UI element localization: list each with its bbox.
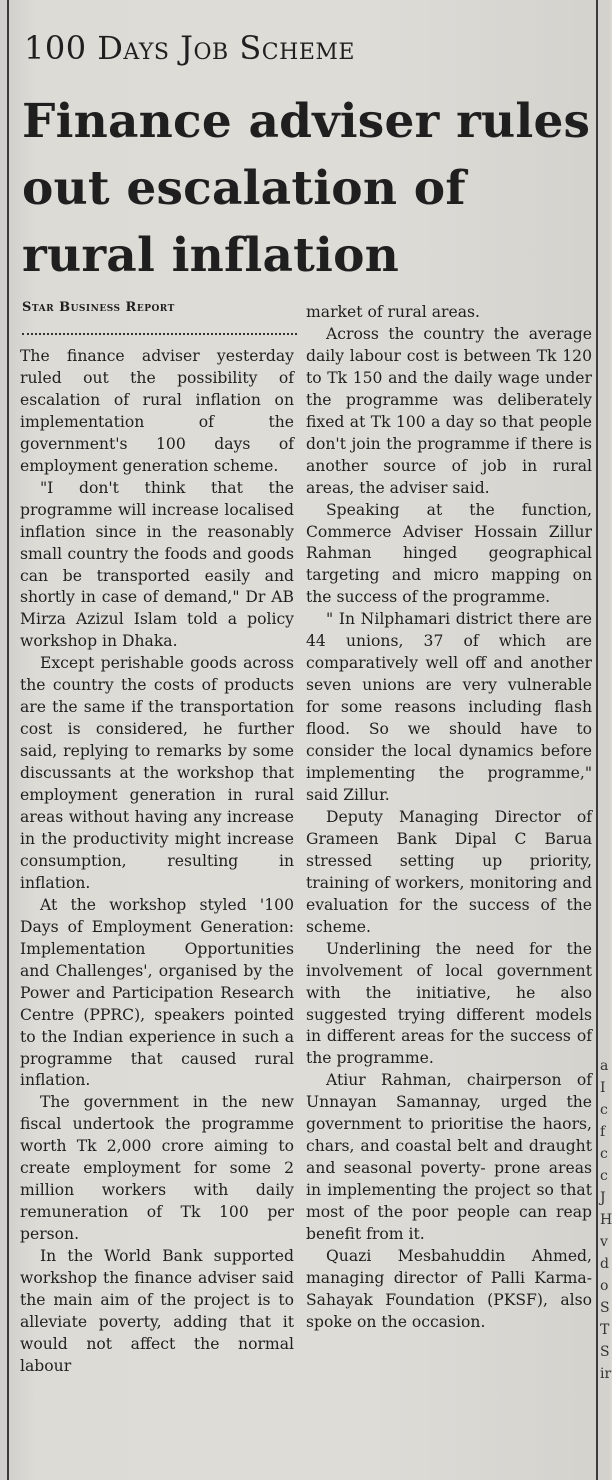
paragraph: Speaking at the function, Commerce Adviser Hossain Zillur Rahman hinged geographical targeting and micro mapping on the success of the programme. [306,500,592,607]
paragraph: The government in the new fiscal undertook the programme worth Tk 2,000 crore aiming to create employment for some 2 million workers with daily remuneration of Tk 100 per person. [20,1093,294,1244]
kicker: 100 Days Job Scheme [24,29,355,67]
column-rule-left [7,0,9,1480]
column-rule-right [596,0,598,1480]
paragraph: Atiur Rahman, chairperson of Unnayan Samannay, urged the government to prioritise the haors, chars, and coastal belt and draught and seasonal poverty- prone areas in implementing the project so that most of the poor people can reap benefit from it. [306,1071,592,1244]
paragraph: At the workshop styled '100 Days of Employment Generation: Implementation Opportunities and Challenges', organised by the Power and Participation Research Centre (PPRC), speakers pointed to the Indian experience in such a programme that caused rural inflation. [20,895,294,1090]
byline: Star Business Report [22,300,175,315]
paragraph: Deputy Managing Director of Grameen Bank Dipal C Barua stressed setting up priority, training of workers, monitoring and evaluation for the success of the scheme. [306,807,592,936]
paragraph: Quazi Mesbahuddin Ahmed, managing director of Palli Karma-Sahayak Foundation (PKSF), also spoke on the occasion. [306,1246,592,1331]
paragraph: Across the country the average daily labour cost is between Tk 120 to Tk 150 and the daily wage under the programme was deliberately fixed at Tk 100 a day so that people don't join the programme if there is another source of job in rural areas, the adviser said. [306,324,592,497]
headline: Finance adviser rules out escalation of rural inflation [22,94,591,283]
article-column-1 [20,346,294,1460]
paragraph: " In Nilphamari district there are 44 unions, 37 of which are comparatively well off and another seven unions are very vulnerable for some reasons including flash flood. So we should have to consider the local dynamics before implementing the programme," said Zillur. [306,610,592,804]
paragraph: The finance adviser yesterday ruled out the possibility of escalation of rural inflation on implementation of the government's 100 days of employment generation scheme. [20,347,294,475]
byline-divider [22,333,297,335]
paragraph: Except perishable goods across the country the costs of products are the same if the transportation cost is considered, he further said, replying to remarks by some discussants at the workshop that employment generation in rural areas without having any increase in the productivity might increase consumption, resulting in inflation. [20,654,294,892]
paragraph: In the World Bank supported workshop the finance adviser said the main aim of the project is to alleviate poverty, adding that it would not affect the normal labour [20,1247,294,1375]
article-column-2 [306,302,592,1460]
paragraph: Underlining the need for the involvement of local government with the initiative, he also suggested trying different models in different areas for the success of the programme. [306,939,592,1068]
paragraph-continuation: market of rural areas. [306,303,480,321]
adjacent-column-fragments: a I c f c c J H v d o S T S ir [600,1058,612,1382]
paragraph: "I don't think that the programme will increase localised inflation since in the reasonably small country the foods and goods can be transported easily and shortly in case of demand," Dr AB Mirza Azizul Islam told a policy workshop in Dhaka. [20,478,294,651]
